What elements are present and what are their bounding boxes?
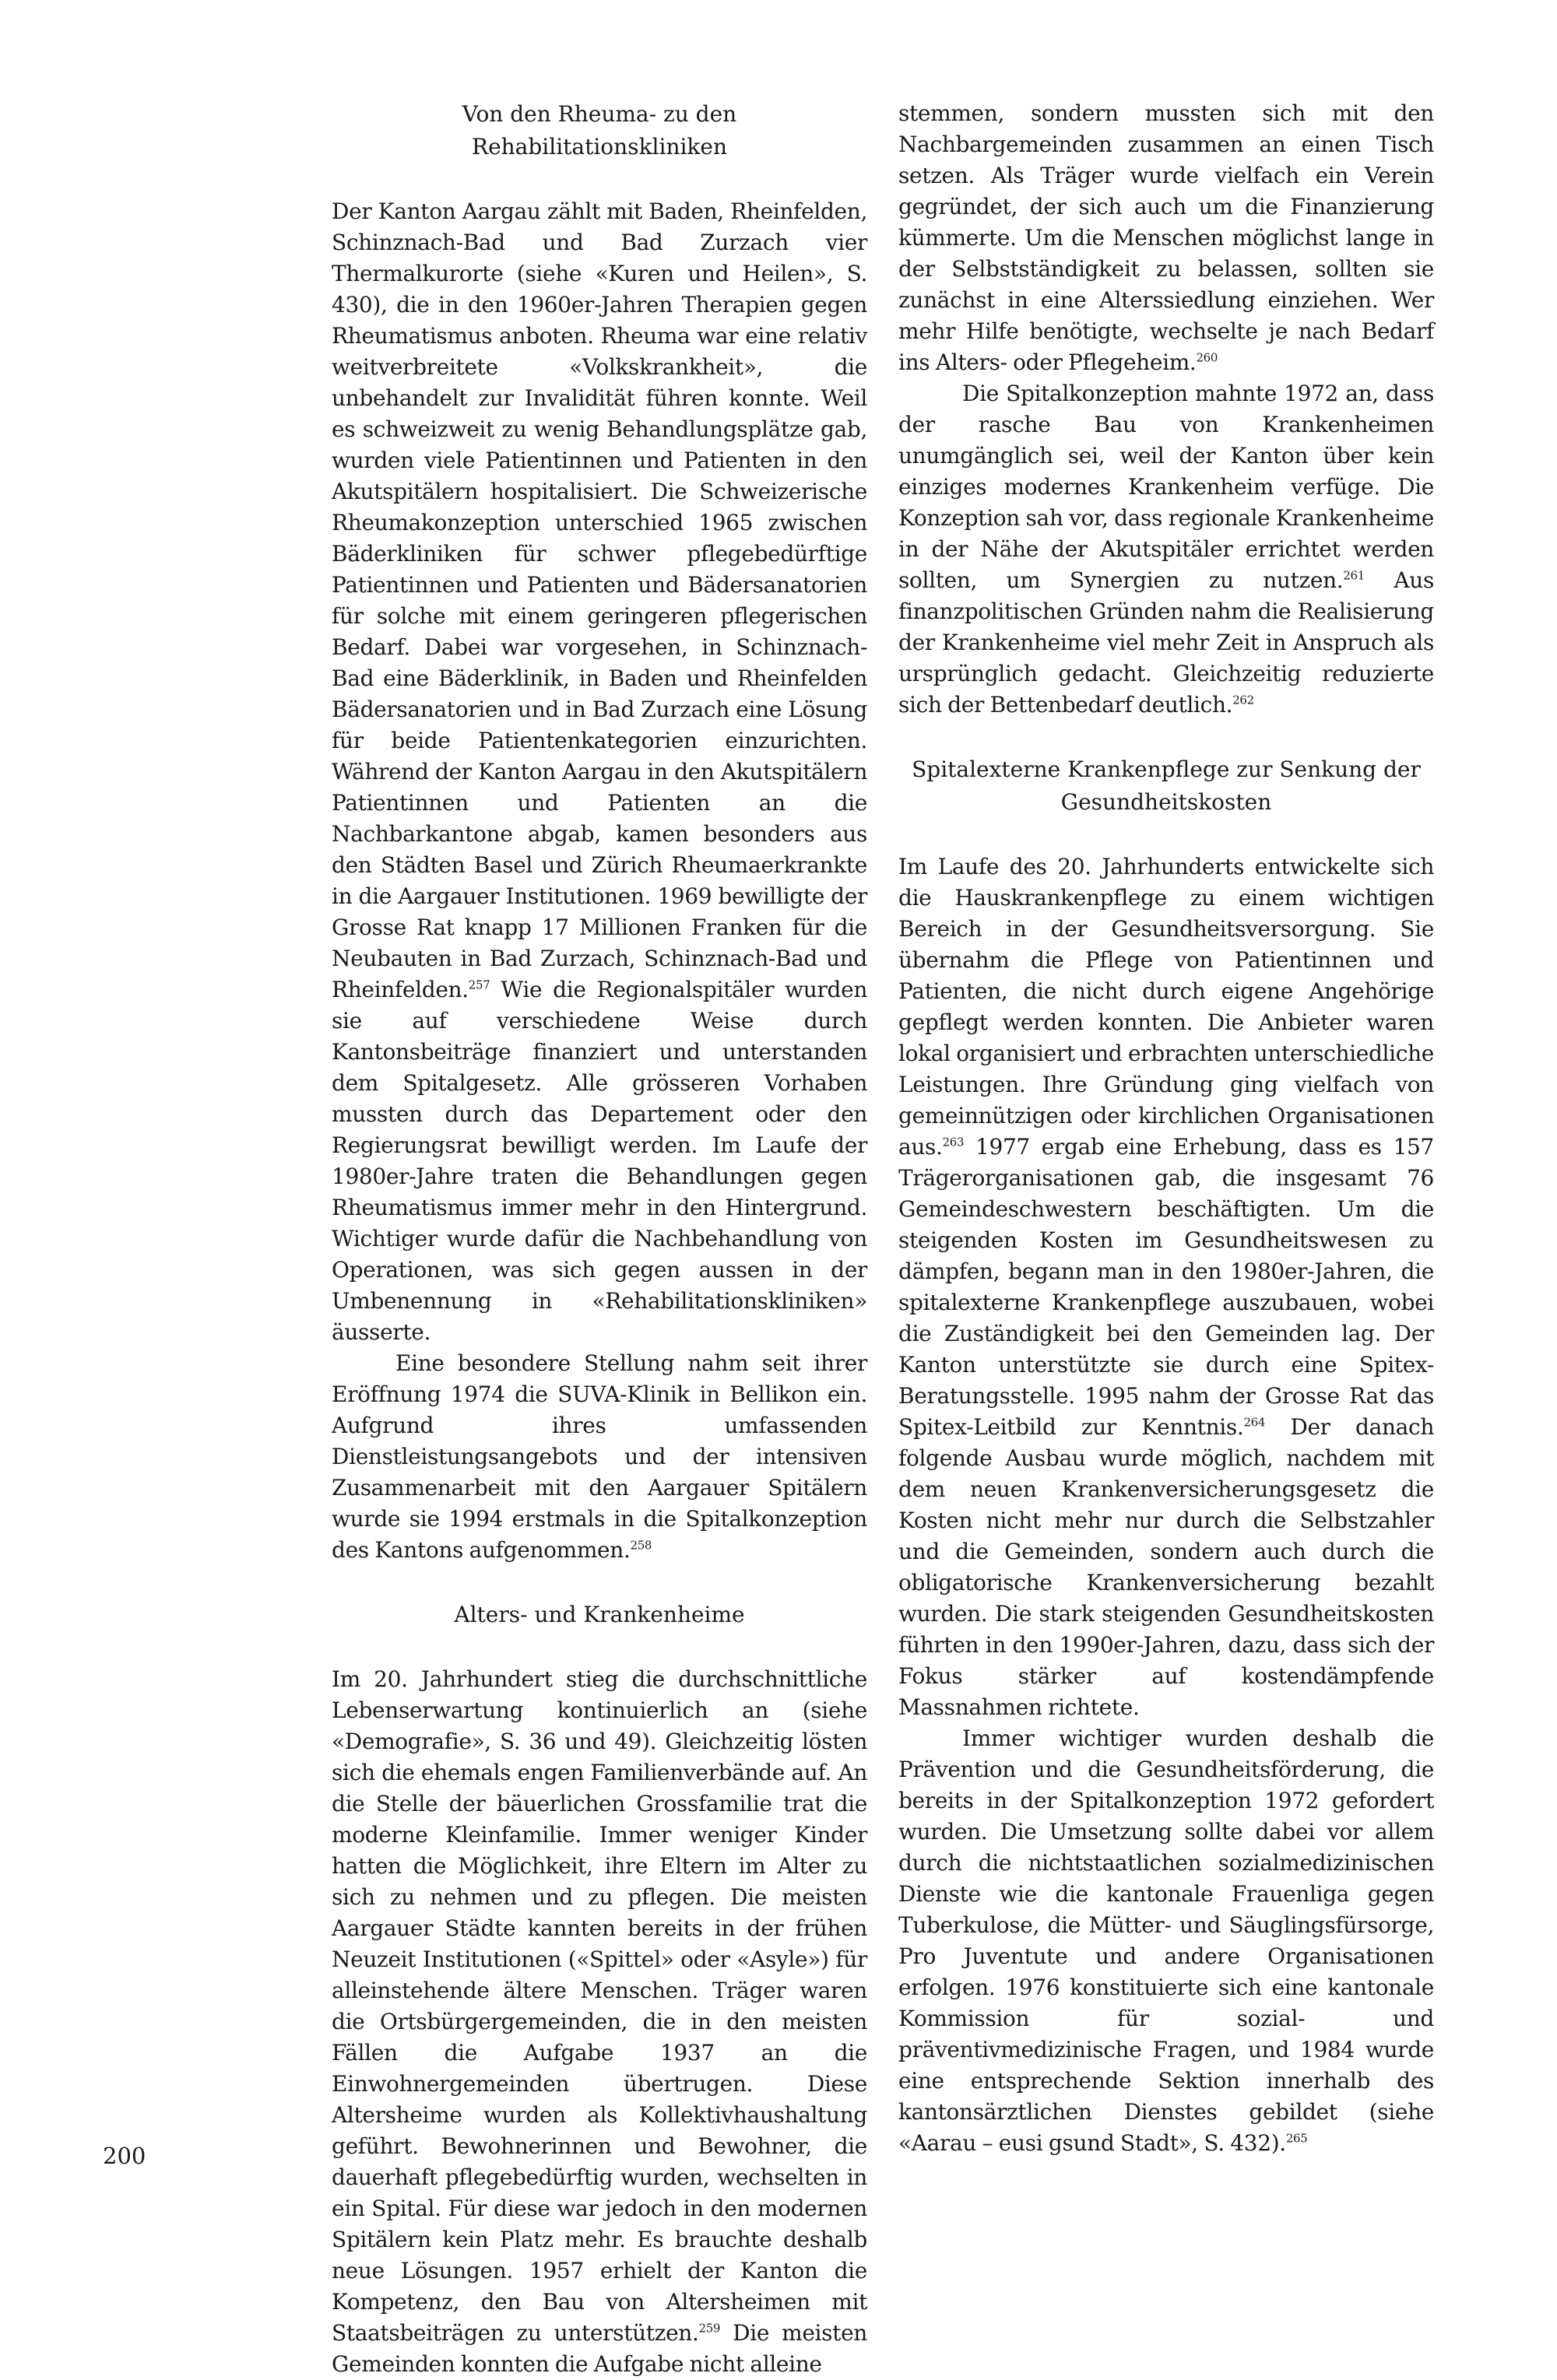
section-heading-rheuma xyxy=(332,98,867,163)
footnote-marker: 261 xyxy=(1343,568,1365,583)
paragraph-text: Der Kanton Aargau zählt mit Baden, Rheinfelden, Schinznach-Bad und Bad Zurzach vier Thermalkurorte (siehe «Kuren und Heilen», S. 430), die in den 1960er-Jahren Therapien gegen Rheumatismus anboten. Rheuma war eine relativ weitverbreitete «Volkskrankheit», die unbehandelt zur Invalidität führen konnte. Weil es schweizweit zu wenig Behandlungsplätze gab, wurden viele Patientinnen und Patienten in den Akutspitälern hospitalisiert. Die Schweizerische Rheumakonzeption unterschied 1965 zwischen Bäderkliniken für schwer pflegebedürftige Patientinnen und Patienten und Bädersanatorien für solche mit einem geringeren pflegerischen Bedarf. Dabei war vorgesehen, in Schinznach-Bad eine Bäderklinik, in Baden und Rheinfelden Bädersanatorien und in Bad Zurzach eine Lösung für beide Patientenkategorien einzurichten. Während der Kanton Aargau in den Akutspitälern Patientinnen und Patienten an die Nachbarkantone abgab, kamen besonders aus den Städten Basel und Zürich Rheumaerkrankte in die Aargauer Institutionen. 1969 bewilligte der Grosse Rat knapp 17 Millionen Franken für die Neubauten in Bad Zurzach, Schinznach-Bad und Rheinfelden. xyxy=(332,198,867,1002)
paragraph xyxy=(898,98,1434,378)
footnote-marker: 265 xyxy=(1285,2131,1308,2146)
paragraph-text: Wie die Regionalspitäler wurden sie auf verschiedene Weise durch Kantonsbeiträge finanziert und unterstanden dem Spitalgesetz. Alle grösseren Vorhaben mussten durch das Departement oder den Regierungsrat bewilligt werden. Im Laufe der 1980er-Jahre traten die Behandlungen gegen Rheumatismus immer mehr in den Hintergrund. Wichtiger wurde dafür die Nachbehandlung von Operationen, was sich gegen aussen in der Umbenennung in «Rehabilitationskliniken» äusserte. xyxy=(332,977,867,1345)
footnote-marker: 263 xyxy=(942,1135,965,1150)
paragraph-text: Aus finanzpolitischen Gründen nahm die Realisierung der Krankenheime viel mehr Zeit in Anspruch als ursprünglich gedacht. Gleichzeitig reduzierte sich der Bettenbedarf deutlich. xyxy=(898,567,1434,718)
section-heading-altersheime xyxy=(332,1599,867,1631)
footnote-marker: 257 xyxy=(468,978,490,992)
paragraph-text: Die meisten Gemeinden konnten die Aufgabe nicht alleine xyxy=(332,2320,867,2377)
section-heading-spitex xyxy=(898,753,1434,819)
paragraph-text: stemmen, sondern mussten sich mit den Nachbargemeinden zusammen an einen Tisch setzen. Als Träger wurde vielfach ein Verein gegründet, der sich auch um die Finanzierung kümmerte. Um die Menschen möglichst lange in der Selbstständigkeit zu belassen, sollten sie zunächst in eine Alterssiedlung einziehen. Wer mehr Hilfe benötigte, wechselte je nach Bedarf ins Alters- oder Pflegeheim. xyxy=(898,100,1434,375)
left-column xyxy=(332,98,867,2380)
paragraph-text: 1977 ergab eine Erhebung, dass es 157 Trägerorganisationen gab, die insgesamt 76 Gemeindeschwestern beschäftigten. Um die steigenden Kosten im Gesundheitswesen zu dämpfen, begann man in den 1980er-Jahren, die spitalexterne Krankenpflege auszubauen, wobei die Zuständigkeit bei den Gemeinden lag. Der Kanton unterstützte sie durch eine Spitex-Beratungsstelle. 1995 nahm der Grosse Rat das Spitex-Leitbild zur Kenntnis. xyxy=(898,1134,1434,1440)
footnote-marker: 259 xyxy=(698,2321,721,2336)
heading-line: Alters- und Krankenheime xyxy=(454,1602,745,1627)
paragraph-text: Der danach folgende Ausbau wurde möglich, nachdem mit dem neuen Krankenversicherungsgesetz die Kosten nicht mehr nur durch die Selbstzahler und die Gemeinden, sondern auch durch die obligatorische Krankenversicherung bezahlt wurden. Die stark steigenden Gesundheitskosten führten in den 1990er-Jahren, dazu, dass sich der Fokus stärker auf kostendämpfende Massnahmen richtete. xyxy=(898,1414,1434,1720)
heading-line: Rehabilitationskliniken xyxy=(471,134,727,160)
paragraph-text: Immer wichtiger wurden deshalb die Prävention und die Gesundheitsförderung, die bereits in der Spitalkonzeption 1972 gefordert wurden. Die Umsetzung sollte dabei vor allem durch die nichtstaatlichen sozialmedizinischen Dienste wie die kantonale Frauenliga gegen Tuberkulose, die Mütter- und Säuglingsfürsorge, Pro Juventute und andere Organisationen erfolgen. 1976 konstituierte sich eine kantonale Kommission für sozial- und präventivmedizinische Fragen, und 1984 wurde eine entsprechende Sektion innerhalb des kantonsärztlichen Dienstes gebildet (siehe «Aarau – eusi gsund Stadt», S. 432). xyxy=(898,1725,1434,2156)
footnote-marker: 262 xyxy=(1232,693,1254,707)
page-number: 200 xyxy=(103,2143,146,2169)
paragraph-text: Eine besondere Stellung nahm seit ihrer Eröffnung 1974 die SUVA-Klinik in Bellikon ein. Aufgrund ihres umfassenden Dienstleistungsangebots und der intensiven Zusammenarbeit mit den Aargauer Spitälern wurde sie 1994 erstmals in die Spitalkonzeption des Kantons aufgenommen. xyxy=(332,1350,867,1563)
footnote-marker: 264 xyxy=(1243,1415,1266,1430)
paragraph xyxy=(332,1664,867,2380)
paragraph xyxy=(898,378,1434,721)
right-column xyxy=(898,98,1434,2159)
footnote-marker: 260 xyxy=(1196,350,1218,365)
heading-line: Gesundheitskosten xyxy=(1060,789,1272,815)
paragraph-text: Im Laufe des 20. Jahrhunderts entwickelte sich die Hauskrankenpflege zu einem wichtigen Bereich in der Gesundheitsversorgung. Sie übernahm die Pflege von Patientinnen und Patienten, die nicht durch eigene Angehörige gepflegt werden konnten. Die Anbieter waren lokal organisiert und erbrachten unterschiedliche Leistungen. Ihre Gründung ging vielfach von gemeinnützigen oder kirchlichen Organisationen aus. xyxy=(898,854,1434,1160)
paragraph-text: Die Spitalkonzeption mahnte 1972 an, dass der rasche Bau von Krankenheimen unumgänglich sei, weil der Kanton über kein einziges modernes Krankenheim verfüge. Die Konzeption sah vor, dass regionale Krankenheime in der Nähe der Akutspitäler errichtet werden sollten, um Synergien zu nutzen. xyxy=(898,381,1435,593)
paragraph xyxy=(898,1723,1434,2159)
footnote-marker: 258 xyxy=(630,1538,652,1553)
paragraph-text: Im 20. Jahrhundert stieg die durchschnittliche Lebenserwartung kontinuierlich an (siehe «Demografie», S. 36 und 49). Gleichzeitig lösten sich die ehemals engen Familienverbände auf. An die Stelle der bäuerlichen Grossfamilie trat die moderne Kleinfamilie. Immer weniger Kinder hatten die Möglichkeit, ihre Eltern im Alter zu sich zu nehmen und zu pflegen. Die meisten Aargauer Städte kannten bereits in der frühen Neuzeit Institutionen («Spittel» oder «Asyle») für alleinstehende ältere Menschen. Träger waren die Ortsbürgergemeinden, die in den meisten Fällen die Aufgabe 1937 an die Einwohnergemeinden übertrugen. Diese Altersheime wurden als Kollektivhaushaltung geführt. Bewohnerinnen und Bewohner, die dauerhaft pflegebedürftig wurden, wechselten in ein Spital. Für diese war jedoch in den modernen Spitälern kein Platz mehr. Es brauchte deshalb neue Lösungen. 1957 erhielt der Kanton die Kompetenz, den Bau von Altersheimen mit Staatsbeiträgen zu unterstützen. xyxy=(332,1666,867,2346)
paragraph xyxy=(332,196,867,1348)
paragraph xyxy=(332,1348,867,1566)
heading-line: Von den Rheuma- zu den xyxy=(462,101,737,127)
paragraph xyxy=(898,851,1434,1723)
heading-line: Spitalexterne Krankenpflege zur Senkung der xyxy=(912,756,1421,782)
